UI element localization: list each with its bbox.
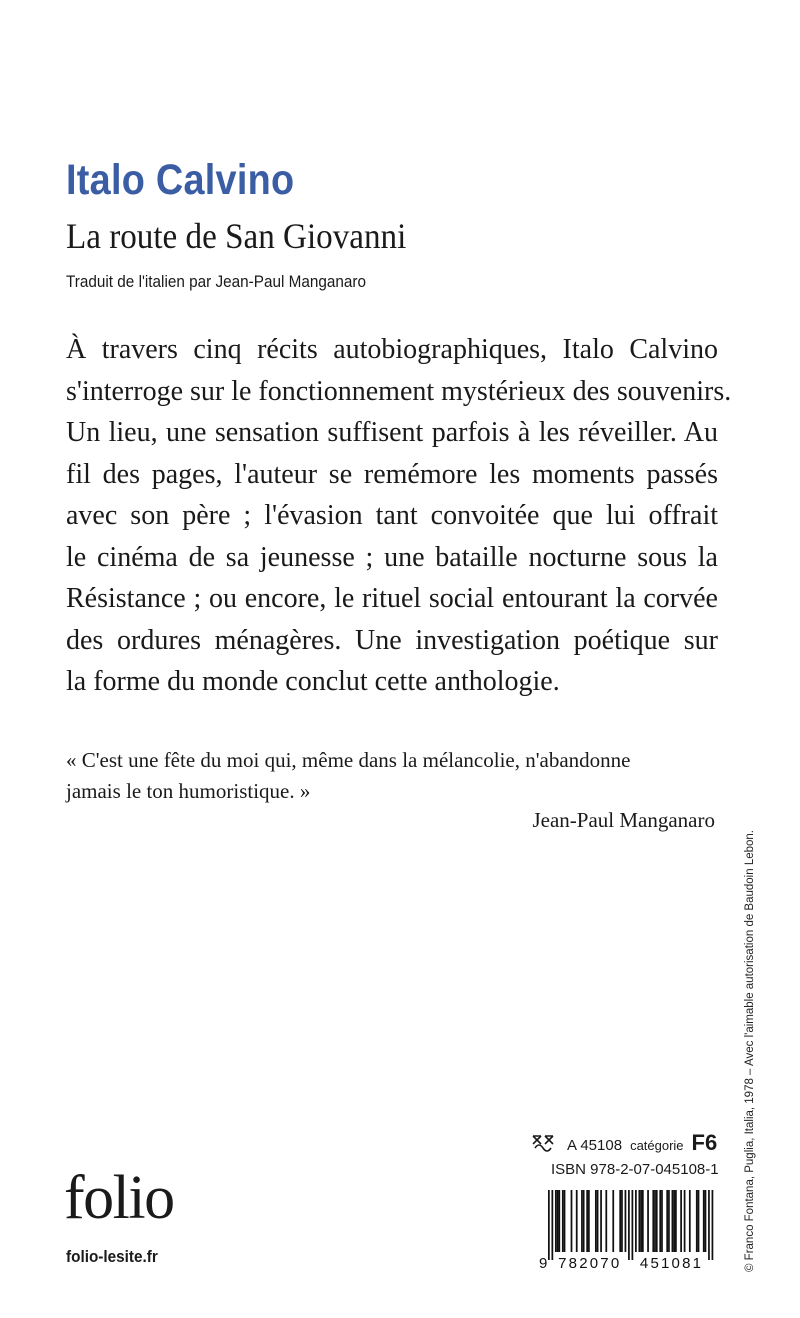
quote-attribution: Jean-Paul Manganaro bbox=[532, 808, 715, 832]
barcode-bar bbox=[708, 1190, 710, 1260]
barcode-bar bbox=[605, 1190, 607, 1252]
barcode-bar bbox=[586, 1190, 588, 1252]
barcode-bar bbox=[696, 1190, 698, 1252]
author-name: Italo Calvino bbox=[66, 156, 295, 204]
blurb-line: fil des pages, l'auteur se remémore les moments passés bbox=[66, 458, 718, 490]
barcode-bar bbox=[619, 1190, 621, 1252]
barcode-bar bbox=[659, 1190, 661, 1252]
blurb-line: À travers cinq récits autobiographiques, Italo Calvino bbox=[66, 334, 718, 365]
barcode-bar bbox=[562, 1190, 564, 1252]
barcode-bar bbox=[661, 1190, 663, 1252]
barcode-bar bbox=[672, 1190, 674, 1252]
catalog-code: A 45108 bbox=[567, 1137, 623, 1154]
ean-barcode bbox=[535, 1190, 720, 1270]
barcode-bar bbox=[666, 1190, 668, 1252]
translator-credit: Traduit de l'italien par Jean-Paul Manganaro bbox=[66, 272, 367, 291]
barcode-bar bbox=[705, 1190, 707, 1252]
book-title: La route de San Giovanni bbox=[66, 216, 407, 256]
barcode-bar bbox=[576, 1190, 578, 1252]
barcode-bar bbox=[654, 1190, 656, 1252]
blurb-line: s'interroge sur le fonctionnement mystérieux des souvenirs. bbox=[66, 375, 732, 407]
barcode-digits: 9 bbox=[539, 1255, 550, 1270]
quote-line: jamais le ton humoristique. » bbox=[66, 779, 311, 803]
catalog-info bbox=[531, 1130, 717, 1156]
blurb-line: Résistance ; ou encore, le rituel social entourant la corvée bbox=[66, 583, 718, 614]
barcode-graphic bbox=[535, 1190, 720, 1270]
barcode-bar bbox=[600, 1190, 602, 1252]
barcode-bar bbox=[675, 1190, 677, 1252]
photo-credit bbox=[744, 802, 764, 1272]
barcode-digits: 782070 bbox=[558, 1255, 622, 1270]
blurb-line: avec son père ; l'évasion tant convoitée que lui offrait bbox=[66, 500, 718, 531]
barcode-bar bbox=[551, 1190, 553, 1260]
photo-credit-text: © Franco Fontana, Puglia, Italia, 1978 – Avec l'aimable autorisation de Baudoin Lebon. bbox=[744, 830, 756, 1272]
barcode-bar bbox=[656, 1190, 658, 1252]
press-quote bbox=[66, 745, 716, 807]
barcode-bar bbox=[647, 1190, 649, 1252]
barcode-bar bbox=[673, 1190, 675, 1252]
barcode-bar bbox=[628, 1190, 630, 1260]
barcode-bar bbox=[698, 1190, 700, 1252]
barcode-bar bbox=[571, 1190, 573, 1252]
blurb bbox=[66, 329, 732, 703]
barcode-bar bbox=[612, 1190, 614, 1252]
barcode-bar bbox=[632, 1190, 634, 1260]
barcode-bar bbox=[652, 1190, 654, 1252]
barcode-bar bbox=[583, 1190, 585, 1252]
barcode-digits: 451081 bbox=[639, 1255, 704, 1270]
blurb-line: Un lieu, une sensation suffisent parfois à les réveiller. Au bbox=[66, 417, 718, 448]
price-category: F6 bbox=[691, 1130, 718, 1155]
isbn: ISBN 978-2-07-045108-1 bbox=[551, 1161, 719, 1178]
blurb-line: la forme du monde conclut cette anthologie. bbox=[66, 666, 560, 697]
folio-logo: folio bbox=[64, 1164, 174, 1232]
barcode-bar bbox=[638, 1190, 640, 1252]
barcode-bar bbox=[557, 1190, 559, 1252]
barcode-bar bbox=[680, 1190, 682, 1252]
gallimard-symbol-icon bbox=[531, 1134, 557, 1152]
barcode-bar bbox=[642, 1190, 644, 1252]
barcode-bar bbox=[640, 1190, 642, 1252]
barcode-bar bbox=[558, 1190, 560, 1252]
barcode-bar bbox=[703, 1190, 705, 1252]
barcode-bar bbox=[668, 1190, 670, 1252]
barcode-bar bbox=[712, 1190, 714, 1260]
barcode-bar bbox=[635, 1190, 637, 1252]
blurb-line: des ordures ménagères. Une investigation poétique sur bbox=[66, 624, 718, 656]
barcode-bar bbox=[588, 1190, 590, 1252]
barcode-bar bbox=[555, 1190, 557, 1252]
barcode-bar bbox=[564, 1190, 566, 1252]
blurb-line: le cinéma de sa jeunesse ; une bataille nocturne sous la bbox=[66, 541, 718, 573]
category-label: catégorie bbox=[630, 1138, 684, 1153]
barcode-bar bbox=[621, 1190, 623, 1252]
barcode-bar bbox=[597, 1190, 599, 1252]
quote-line: « C'est une fête du moi qui, même dans la mélancolie, n'abandonne bbox=[66, 748, 631, 772]
barcode-bar bbox=[625, 1190, 627, 1252]
publisher-website: folio-lesite.fr bbox=[66, 1247, 158, 1266]
barcode-bar bbox=[684, 1190, 686, 1252]
barcode-bar bbox=[581, 1190, 583, 1252]
barcode-bar bbox=[595, 1190, 597, 1252]
barcode-bar bbox=[689, 1190, 691, 1252]
barcode-bar bbox=[548, 1190, 550, 1260]
